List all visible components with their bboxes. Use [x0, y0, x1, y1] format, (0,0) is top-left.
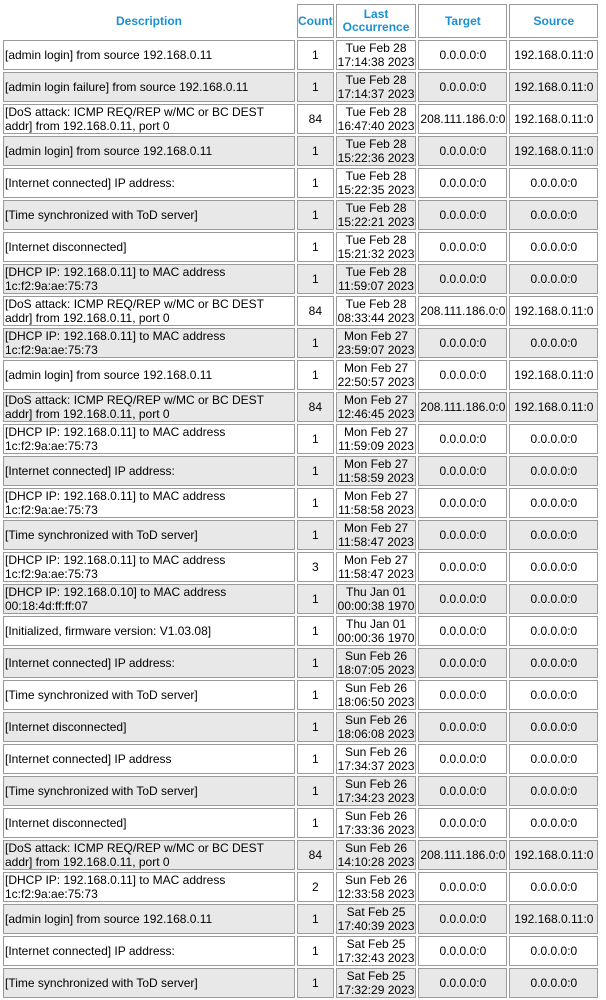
- row-description: [DHCP IP: 192.168.0.11] to MAC address 1c:f2:9a:ae:75:73: [3, 872, 295, 902]
- row-time: 18:06:50 2023: [337, 695, 415, 709]
- row-time: 17:40:39 2023: [337, 919, 415, 933]
- row-last-occurrence: [336, 328, 417, 358]
- table-row: [3, 488, 598, 518]
- row-last-occurrence: [336, 456, 417, 486]
- row-time: 11:59:09 2023: [338, 439, 414, 453]
- row-count: 1: [297, 680, 334, 710]
- table-row: [3, 968, 598, 998]
- row-source: 192.168.0.11:0: [509, 40, 598, 70]
- row-time: 23:59:07 2023: [337, 343, 415, 357]
- row-source: 0.0.0.0:0: [509, 328, 598, 358]
- row-last-occurrence: [336, 648, 417, 678]
- row-count: 1: [297, 744, 334, 774]
- row-count: 1: [297, 328, 334, 358]
- row-source: 0.0.0.0:0: [509, 744, 598, 774]
- row-time: 22:50:57 2023: [337, 375, 415, 389]
- row-target: 0.0.0.0:0: [418, 648, 507, 678]
- row-count: 1: [297, 648, 334, 678]
- row-target: 0.0.0.0:0: [418, 936, 507, 966]
- row-description: [admin login] from source 192.168.0.11: [3, 904, 295, 934]
- table-row: [3, 616, 598, 646]
- row-description: [Internet connected] IP address:: [3, 648, 295, 678]
- row-last-occurrence: [336, 40, 417, 70]
- row-last-occurrence: [336, 392, 417, 422]
- row-description: [DHCP IP: 192.168.0.11] to MAC address 1c:f2:9a:ae:75:73: [3, 264, 295, 294]
- row-description: [DoS attack: ICMP REQ/REP w/MC or BC DEST addr] from 192.168.0.11, port 0: [3, 104, 295, 134]
- row-time: 17:14:37 2023: [337, 87, 415, 101]
- header-source: Source: [509, 4, 598, 38]
- row-last-occurrence: [336, 232, 417, 262]
- row-last-occurrence: [336, 424, 417, 454]
- row-count: 2: [297, 872, 334, 902]
- table-row: [3, 584, 598, 614]
- row-target: 208.111.186.0:0: [418, 392, 507, 422]
- row-time: 15:22:21 2023: [337, 215, 415, 229]
- row-description: [Internet connected] IP address:: [3, 936, 295, 966]
- row-description: [Internet disconnected]: [3, 808, 295, 838]
- row-date: Tue Feb 28: [345, 105, 407, 119]
- row-time: 17:34:37 2023: [337, 759, 415, 773]
- table-row: [3, 840, 598, 870]
- row-description: [Internet disconnected]: [3, 712, 295, 742]
- row-target: 0.0.0.0:0: [418, 584, 507, 614]
- row-source: 192.168.0.11:0: [509, 296, 598, 326]
- row-target: 0.0.0.0:0: [418, 712, 507, 742]
- table-row: [3, 648, 598, 678]
- table-row: [3, 200, 598, 230]
- row-source: 0.0.0.0:0: [509, 648, 598, 678]
- row-date: Sat Feb 25: [346, 937, 406, 951]
- row-description: [Initialized, firmware version: V1.03.08]: [3, 616, 295, 646]
- row-description: [DoS attack: ICMP REQ/REP w/MC or BC DEST addr] from 192.168.0.11, port 0: [3, 296, 295, 326]
- row-time: 12:46:45 2023: [337, 407, 415, 421]
- row-last-occurrence: [336, 264, 417, 294]
- row-description: [DHCP IP: 192.168.0.10] to MAC address 00:18:4d:ff:ff:07: [3, 584, 295, 614]
- row-source: 0.0.0.0:0: [509, 264, 598, 294]
- row-description: [admin login] from source 192.168.0.11: [3, 136, 295, 166]
- header-count: Count: [297, 4, 334, 38]
- row-target: 0.0.0.0:0: [418, 488, 507, 518]
- row-description: [DoS attack: ICMP REQ/REP w/MC or BC DEST addr] from 192.168.0.11, port 0: [3, 840, 295, 870]
- row-last-occurrence: [336, 584, 417, 614]
- row-description: [DHCP IP: 192.168.0.11] to MAC address 1c:f2:9a:ae:75:73: [3, 552, 295, 582]
- row-source: 192.168.0.11:0: [509, 840, 598, 870]
- row-source: 0.0.0.0:0: [509, 584, 598, 614]
- row-source: 0.0.0.0:0: [509, 520, 598, 550]
- row-target: 208.111.186.0:0: [418, 104, 507, 134]
- row-description: [Internet connected] IP address: [3, 744, 295, 774]
- row-source: 0.0.0.0:0: [509, 552, 598, 582]
- header-last-line2: Occurrence: [342, 20, 410, 34]
- row-source: 0.0.0.0:0: [509, 488, 598, 518]
- row-source: 0.0.0.0:0: [509, 808, 598, 838]
- table-row: [3, 104, 598, 134]
- table-row: [3, 168, 598, 198]
- row-target: 0.0.0.0:0: [418, 616, 507, 646]
- row-last-occurrence: [336, 808, 417, 838]
- row-target: 0.0.0.0:0: [418, 264, 507, 294]
- row-time: 18:07:05 2023: [337, 663, 415, 677]
- row-description: [Time synchronized with ToD server]: [3, 200, 295, 230]
- row-last-occurrence: [336, 168, 417, 198]
- row-date: Mon Feb 27: [344, 489, 409, 503]
- row-date: Sun Feb 26: [345, 649, 408, 663]
- row-date: Tue Feb 28: [345, 169, 407, 183]
- row-date: Sun Feb 26: [345, 841, 408, 855]
- row-last-occurrence: [336, 360, 417, 390]
- row-last-occurrence: [336, 872, 417, 902]
- row-time: 11:58:59 2023: [338, 471, 414, 485]
- row-time: 12:33:58 2023: [337, 887, 415, 901]
- row-date: Sun Feb 26: [345, 777, 408, 791]
- row-last-occurrence: [336, 744, 417, 774]
- row-target: 208.111.186.0:0: [418, 840, 507, 870]
- row-time: 17:14:38 2023: [337, 55, 415, 69]
- row-count: 84: [297, 840, 334, 870]
- row-target: 0.0.0.0:0: [418, 872, 507, 902]
- row-last-occurrence: [336, 936, 417, 966]
- row-description: [admin login] from source 192.168.0.11: [3, 360, 295, 390]
- row-source: 0.0.0.0:0: [509, 168, 598, 198]
- header-description: Description: [3, 4, 295, 38]
- table-row: [3, 776, 598, 806]
- row-target: 0.0.0.0:0: [418, 168, 507, 198]
- row-time: 11:58:47 2023: [338, 535, 414, 549]
- table-row: [3, 392, 598, 422]
- row-count: 1: [297, 232, 334, 262]
- row-time: 15:21:32 2023: [337, 247, 415, 261]
- row-target: 0.0.0.0:0: [418, 72, 507, 102]
- row-source: 0.0.0.0:0: [509, 616, 598, 646]
- row-date: Tue Feb 28: [345, 265, 407, 279]
- row-time: 17:34:23 2023: [337, 791, 415, 805]
- row-source: 0.0.0.0:0: [509, 936, 598, 966]
- row-source: 0.0.0.0:0: [509, 776, 598, 806]
- row-count: 1: [297, 424, 334, 454]
- row-date: Sun Feb 26: [345, 809, 408, 823]
- row-last-occurrence: [336, 520, 417, 550]
- row-last-occurrence: [336, 104, 417, 134]
- row-description: [DHCP IP: 192.168.0.11] to MAC address 1c:f2:9a:ae:75:73: [3, 488, 295, 518]
- row-date: Mon Feb 27: [344, 361, 409, 375]
- row-time: 15:22:36 2023: [337, 151, 415, 165]
- row-count: 1: [297, 776, 334, 806]
- row-source: 192.168.0.11:0: [509, 72, 598, 102]
- row-target: 0.0.0.0:0: [418, 200, 507, 230]
- row-target: 0.0.0.0:0: [418, 776, 507, 806]
- header-target: Target: [418, 4, 507, 38]
- row-last-occurrence: [336, 72, 417, 102]
- row-target: 0.0.0.0:0: [418, 968, 507, 998]
- row-time: 08:33:44 2023: [337, 311, 415, 325]
- header-last-line1: Last: [363, 7, 389, 21]
- row-time: 00:00:38 1970: [337, 599, 415, 613]
- row-source: 192.168.0.11:0: [509, 392, 598, 422]
- row-date: Mon Feb 27: [344, 457, 409, 471]
- row-target: 0.0.0.0:0: [418, 680, 507, 710]
- row-time: 11:58:47 2023: [338, 567, 414, 581]
- table-row: [3, 136, 598, 166]
- row-description: [Time synchronized with ToD server]: [3, 776, 295, 806]
- table-row: [3, 520, 598, 550]
- row-date: Mon Feb 27: [344, 425, 409, 439]
- log-table: [1, 2, 600, 1000]
- row-time: 17:32:43 2023: [337, 951, 415, 965]
- row-source: 0.0.0.0:0: [509, 200, 598, 230]
- row-description: [DoS attack: ICMP REQ/REP w/MC or BC DEST addr] from 192.168.0.11, port 0: [3, 392, 295, 422]
- row-target: 0.0.0.0:0: [418, 360, 507, 390]
- table-row: [3, 296, 598, 326]
- row-last-occurrence: [336, 296, 417, 326]
- row-count: 1: [297, 904, 334, 934]
- row-target: 0.0.0.0:0: [418, 456, 507, 486]
- row-date: Tue Feb 28: [345, 233, 407, 247]
- row-count: 84: [297, 296, 334, 326]
- row-source: 192.168.0.11:0: [509, 136, 598, 166]
- row-time: 15:22:35 2023: [337, 183, 415, 197]
- row-target: 208.111.186.0:0: [418, 296, 507, 326]
- row-description: [DHCP IP: 192.168.0.11] to MAC address 1c:f2:9a:ae:75:73: [3, 424, 295, 454]
- table-row: [3, 232, 598, 262]
- table-row: [3, 40, 598, 70]
- row-description: [DHCP IP: 192.168.0.11] to MAC address 1c:f2:9a:ae:75:73: [3, 328, 295, 358]
- row-source: 0.0.0.0:0: [509, 968, 598, 998]
- row-description: [admin login] from source 192.168.0.11: [3, 40, 295, 70]
- row-count: 1: [297, 72, 334, 102]
- row-date: Sun Feb 26: [345, 681, 408, 695]
- row-description: [Internet disconnected]: [3, 232, 295, 262]
- row-time: 16:47:40 2023: [337, 119, 415, 133]
- row-count: 3: [297, 552, 334, 582]
- table-row: [3, 680, 598, 710]
- row-description: [Time synchronized with ToD server]: [3, 680, 295, 710]
- row-description: [admin login failure] from source 192.168.0.11: [3, 72, 295, 102]
- table-row: [3, 72, 598, 102]
- row-target: 0.0.0.0:0: [418, 808, 507, 838]
- row-source: 0.0.0.0:0: [509, 712, 598, 742]
- row-date: Mon Feb 27: [344, 393, 409, 407]
- row-count: 1: [297, 616, 334, 646]
- row-last-occurrence: [336, 712, 417, 742]
- row-last-occurrence: [336, 968, 417, 998]
- row-source: 192.168.0.11:0: [509, 104, 598, 134]
- row-count: 1: [297, 136, 334, 166]
- row-date: Tue Feb 28: [345, 73, 407, 87]
- row-time: 11:58:58 2023: [338, 503, 414, 517]
- row-date: Mon Feb 27: [344, 521, 409, 535]
- row-last-occurrence: [336, 136, 417, 166]
- table-row: [3, 904, 598, 934]
- row-count: 1: [297, 360, 334, 390]
- table-row: [3, 360, 598, 390]
- row-target: 0.0.0.0:0: [418, 744, 507, 774]
- row-source: 192.168.0.11:0: [509, 904, 598, 934]
- row-last-occurrence: [336, 616, 417, 646]
- row-last-occurrence: [336, 200, 417, 230]
- table-row: [3, 264, 598, 294]
- table-row: [3, 424, 598, 454]
- row-count: 1: [297, 808, 334, 838]
- row-last-occurrence: [336, 552, 417, 582]
- row-count: 1: [297, 456, 334, 486]
- row-time: 00:00:36 1970: [337, 631, 415, 645]
- row-time: 14:10:28 2023: [337, 855, 415, 869]
- row-date: Tue Feb 28: [345, 41, 407, 55]
- row-description: [Internet connected] IP address:: [3, 456, 295, 486]
- table-row: [3, 328, 598, 358]
- row-date: Sat Feb 25: [346, 905, 406, 919]
- row-last-occurrence: [336, 840, 417, 870]
- row-source: 0.0.0.0:0: [509, 232, 598, 262]
- table-row: [3, 936, 598, 966]
- row-date: Thu Jan 01: [346, 585, 407, 599]
- row-last-occurrence: [336, 680, 417, 710]
- row-target: 0.0.0.0:0: [418, 552, 507, 582]
- log-body: [3, 40, 598, 998]
- table-row: [3, 808, 598, 838]
- row-date: Tue Feb 28: [345, 297, 407, 311]
- row-time: 11:59:07 2023: [338, 279, 414, 293]
- row-target: 0.0.0.0:0: [418, 232, 507, 262]
- row-date: Mon Feb 27: [344, 329, 409, 343]
- row-time: 18:06:08 2023: [337, 727, 415, 741]
- row-count: 1: [297, 520, 334, 550]
- row-count: 1: [297, 200, 334, 230]
- row-target: 0.0.0.0:0: [418, 328, 507, 358]
- table-row: [3, 872, 598, 902]
- row-target: 0.0.0.0:0: [418, 40, 507, 70]
- row-source: 0.0.0.0:0: [509, 680, 598, 710]
- row-last-occurrence: [336, 776, 417, 806]
- row-last-occurrence: [336, 488, 417, 518]
- row-source: 0.0.0.0:0: [509, 456, 598, 486]
- row-count: 1: [297, 712, 334, 742]
- row-description: [Time synchronized with ToD server]: [3, 520, 295, 550]
- row-source: 192.168.0.11:0: [509, 360, 598, 390]
- header-row: [3, 4, 598, 38]
- row-target: 0.0.0.0:0: [418, 520, 507, 550]
- row-date: Sat Feb 25: [346, 969, 406, 983]
- row-date: Tue Feb 28: [345, 201, 407, 215]
- row-count: 1: [297, 40, 334, 70]
- row-target: 0.0.0.0:0: [418, 136, 507, 166]
- row-count: 1: [297, 168, 334, 198]
- row-date: Tue Feb 28: [345, 137, 407, 151]
- table-row: [3, 456, 598, 486]
- row-source: 0.0.0.0:0: [509, 424, 598, 454]
- row-count: 1: [297, 488, 334, 518]
- row-date: Sun Feb 26: [345, 713, 408, 727]
- row-time: 17:32:29 2023: [337, 983, 415, 997]
- row-last-occurrence: [336, 904, 417, 934]
- row-date: Sun Feb 26: [345, 873, 408, 887]
- row-description: [Internet connected] IP address:: [3, 168, 295, 198]
- row-count: 84: [297, 392, 334, 422]
- row-source: 0.0.0.0:0: [509, 872, 598, 902]
- row-count: 1: [297, 968, 334, 998]
- row-count: 1: [297, 936, 334, 966]
- table-row: [3, 712, 598, 742]
- row-count: 1: [297, 264, 334, 294]
- table-row: [3, 552, 598, 582]
- row-date: Mon Feb 27: [344, 553, 409, 567]
- header-last-occurrence: [336, 4, 417, 38]
- row-count: 1: [297, 584, 334, 614]
- row-target: 0.0.0.0:0: [418, 904, 507, 934]
- row-target: 0.0.0.0:0: [418, 424, 507, 454]
- row-count: 84: [297, 104, 334, 134]
- row-time: 17:33:36 2023: [337, 823, 415, 837]
- table-row: [3, 744, 598, 774]
- row-date: Thu Jan 01: [346, 617, 407, 631]
- row-description: [Time synchronized with ToD server]: [3, 968, 295, 998]
- row-date: Sun Feb 26: [345, 745, 408, 759]
